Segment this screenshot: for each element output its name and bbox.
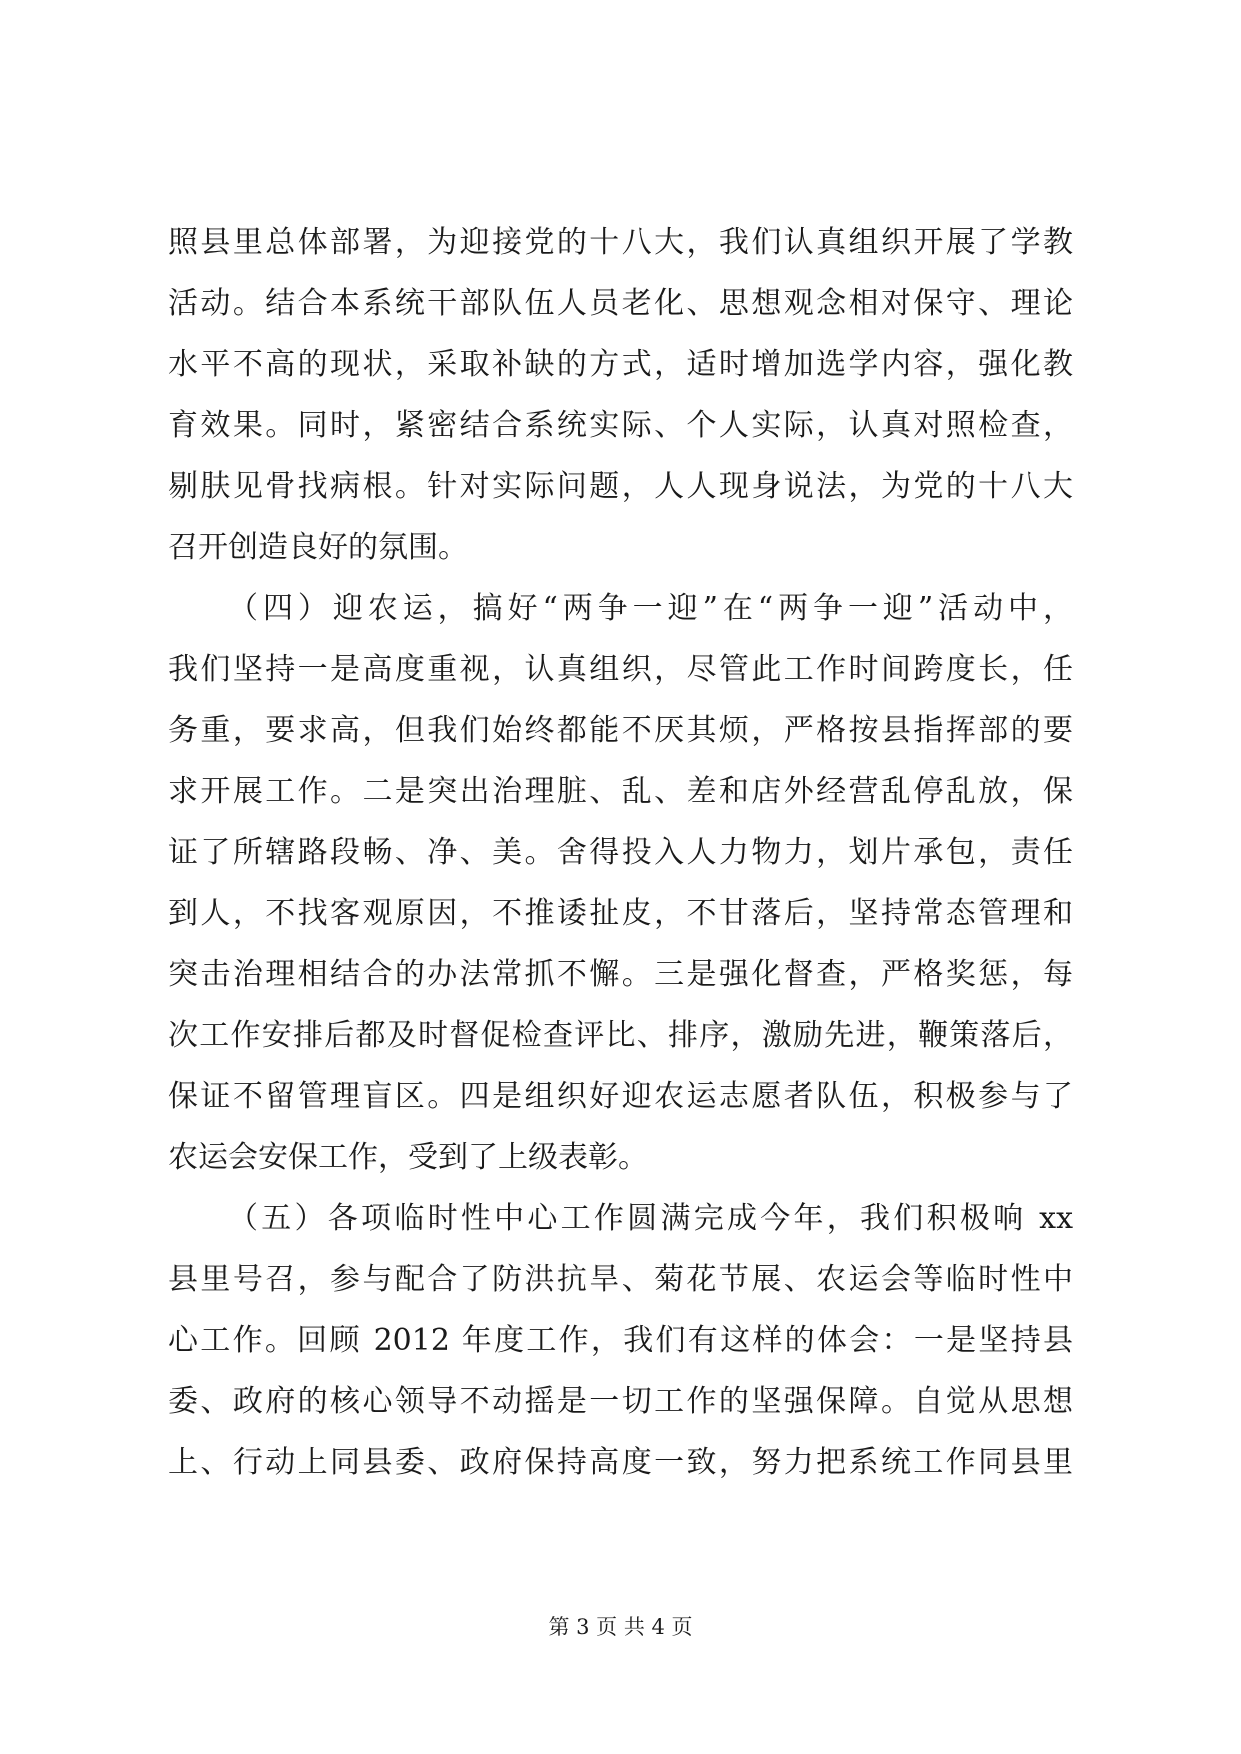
text-line: 委、政府的核心领导不动摇是一切工作的坚强保障。自觉从思想 [168,1384,1073,1419]
text-line: 农运会安保工作，受到了上级表彰。 [168,1140,648,1175]
text-line: 照县里总体部署，为迎接党的十八大，我们认真组织开展了学教 [168,225,1073,260]
text-line: 务重，要求高，但我们始终都能不厌其烦，严格按县指挥部的要 [168,713,1073,748]
text-line: （五）各项临时性中心工作圆满完成今年，我们积极响 xx [228,1201,1073,1236]
text-line: 上、行动上同县委、政府保持高度一致，努力把系统工作同县里 [168,1445,1073,1480]
text-line: 证了所辖路段畅、净、美。舍得投入人力物力，划片承包，责任 [168,835,1073,870]
text-line: 县里号召，参与配合了防洪抗旱、菊花节展、农运会等临时性中 [168,1262,1073,1297]
text-line: （四）迎农运，搞好“两争一迎”在“两争一迎”活动中， [228,591,1073,626]
text-line: 我们坚持一是高度重视，认真组织，尽管此工作时间跨度长，任 [168,652,1073,687]
text-line: 突击治理相结合的办法常抓不懈。三是强化督查，严格奖惩，每 [168,957,1073,992]
text-line: 心工作。回顾 2012 年度工作，我们有这样的体会：一是坚持县 [168,1323,1073,1358]
text-line: 次工作安排后都及时督促检查评比、排序，激励先进，鞭策落后， [168,1018,1073,1053]
text-line: 召开创造良好的氛围。 [168,530,468,565]
text-line: 求开展工作。二是突出治理脏、乱、差和店外经营乱停乱放，保 [168,774,1073,809]
text-line: 剔肤见骨找病根。针对实际问题，人人现身说法，为党的十八大 [168,469,1073,504]
text-line: 到人，不找客观原因，不推诿扯皮，不甘落后，坚持常态管理和 [168,896,1073,931]
body-text [168,225,1073,1509]
text-line: 水平不高的现状，采取补缺的方式，适时增加选学内容，强化教 [168,347,1073,382]
page-footer: 第 3 页 共 4 页 [548,1615,693,1639]
text-line: 保证不留管理盲区。四是组织好迎农运志愿者队伍，积极参与了 [168,1079,1073,1114]
text-line: 活动。结合本系统干部队伍人员老化、思想观念相对保守、理论 [168,286,1073,321]
text-line: 育效果。同时，紧密结合系统实际、个人实际，认真对照检查， [168,408,1073,443]
